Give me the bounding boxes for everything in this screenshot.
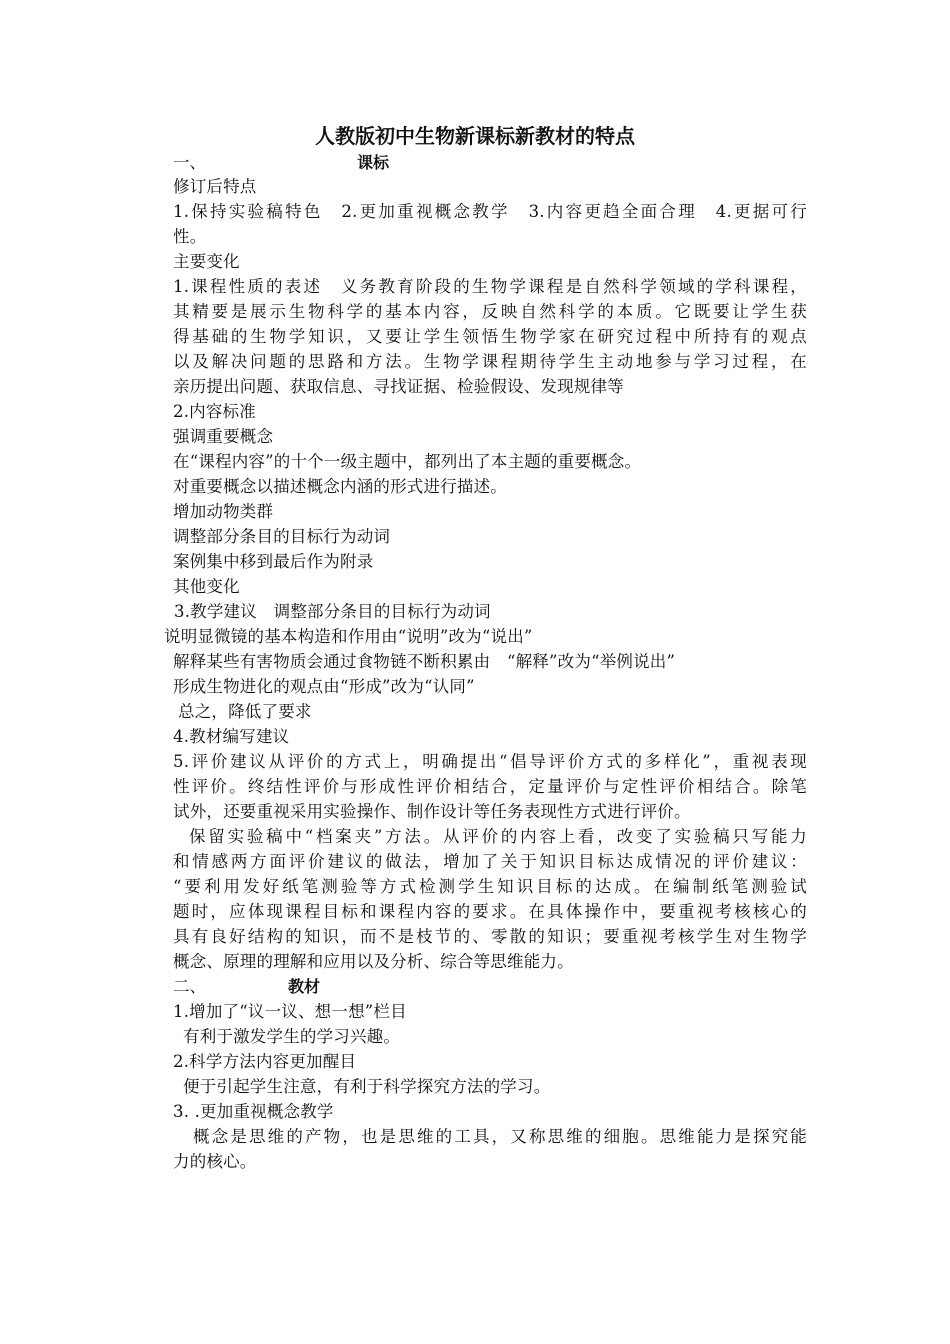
text-line: 案例集中移到最后作为附录 [173,552,374,571]
text-line: 主要变化 [173,252,240,271]
text-line: 4.教材编写建议 [173,727,290,746]
text-line: 增加动物类群 [173,502,274,521]
text-line: 总之，降低了要求 [178,702,312,721]
section-number: 一、 [173,153,206,172]
text-line: 说明显微镜的基本构造和作用由“说明”改为“说出” [164,627,533,646]
text-line: 其精要是展示生物科学的基本内容，反映自然科学的本质。它既要让学生获 [173,302,807,321]
text-line: 性。 [173,227,207,246]
section-name: 课标 [357,153,390,172]
text-line: 3.教学建议 调整部分条目的目标行为动词 [174,602,491,621]
text-line: “要利用发好纸笔测验等方式检测学生知识目标的达成。在编制纸笔测验试 [173,877,807,896]
text-line: 对重要概念以描述概念内涵的形式进行描述。 [173,477,507,496]
text-line: 5.评价建议从评价的方式上，明确提出“倡导评价方式的多样化”，重视表现 [173,752,807,771]
text-line: 题时，应体现课程目标和课程内容的要求。在具体操作中，要重视考核核心的 [173,902,807,921]
text-line: 概念、原理的理解和应用以及分析、综合等思维能力。 [173,952,574,971]
text-line: 保留实验稿中“档案夹”方法。从评价的内容上看，改变了实验稿只写能力 [189,827,807,846]
text-line: 1.保持实验稿特色 2.更加重视概念教学 3.内容更趋全面合理 4.更据可行 [173,202,807,221]
text-line: 具有良好结构的知识，而不是枝节的、零散的知识；要重视考核学生对生物学 [173,927,807,946]
text-line: 便于引起学生注意，有利于科学探究方法的学习。 [183,1077,551,1096]
text-line: 亲历提出问题、获取信息、寻找证据、检验假设、发现规律等 [173,377,624,396]
text-line: 2.科学方法内容更加醒目 [173,1052,357,1071]
text-line: 力的核心。 [173,1152,257,1171]
text-line: 性评价。终结性评价与形成性评价相结合，定量评价与定性评价相结合。除笔 [173,777,807,796]
text-line: 概念是思维的产物，也是思维的工具，又称思维的细胞。思维能力是探究能 [193,1127,807,1146]
text-line: 1.课程性质的表述 义务教育阶段的生物学课程是自然科学领域的学科课程， [173,277,807,296]
text-line: 有利于激发学生的学习兴趣。 [183,1027,401,1046]
text-line: 试外，还要重视采用实验操作、制作设计等任务表现性方式进行评价。 [173,802,691,821]
text-line: 形成生物进化的观点由“形成”改为“认同” [173,677,475,696]
text-line: 强调重要概念 [173,427,274,446]
text-line: 修订后特点 [173,177,257,196]
section-number: 二、 [173,977,206,996]
text-line: 3. .更加重视概念教学 [173,1102,334,1121]
text-line: 2.内容标准 [173,402,256,421]
section-name: 教材 [288,977,321,996]
text-line: 得基础的生物学知识，又要让学生领悟生物学家在研究过程中所持有的观点 [173,327,807,346]
text-line: 和情感两方面评价建议的做法，增加了关于知识目标达成情况的评价建议： [173,852,807,871]
text-line: 在“课程内容”的十个一级主题中，都列出了本主题的重要概念。 [173,452,642,471]
text-line: 1.增加了“议一议、想一想”栏目 [173,1002,407,1021]
text-line: 其他变化 [173,577,240,596]
document-title: 人教版初中生物新课标新教材的特点 [315,124,635,148]
text-line: 调整部分条目的目标行为动词 [173,527,391,546]
text-line: 以及解决问题的思路和方法。生物学课程期待学生主动地参与学习过程，在 [173,352,807,371]
text-line: 解释某些有害物质会通过食物链不断积累由 “解释”改为“举例说出” [173,652,676,671]
